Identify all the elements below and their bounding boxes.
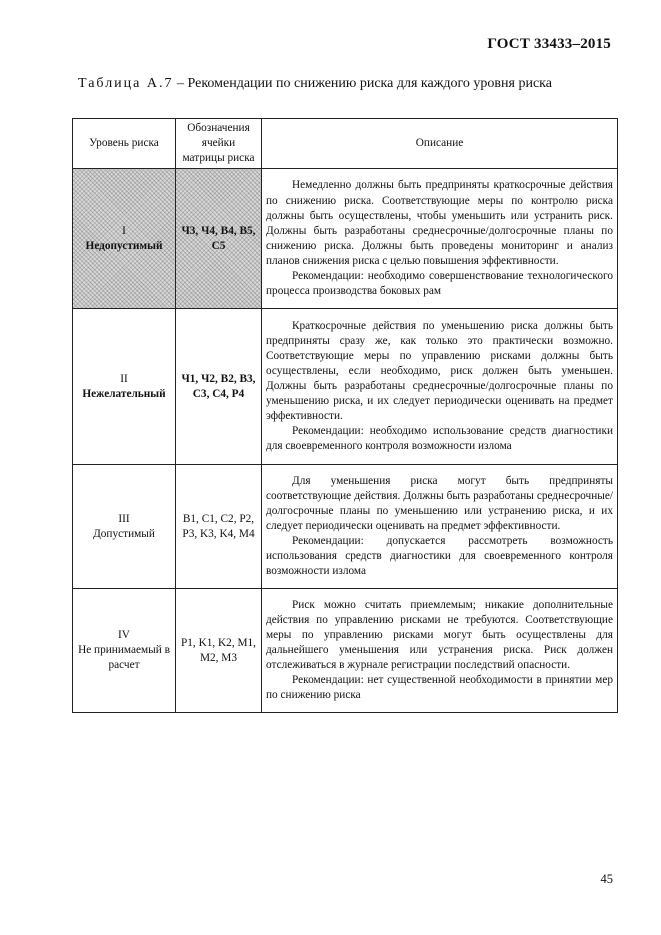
description-text: Немедленно должны быть предприняты краткосрочные действия по снижению риска. Соответствующие меры по контролю риска должны быть осуществлены, чтобы уменьшить или устранить риск. Должны быть разработаны среднесрочные/долгосрочные планы по снижению риска. Должны быть проведены мониторинг и анализ планов снижения риска с целью повышения эффективности.	[266, 179, 613, 267]
risk-level-numeral: IV	[118, 629, 130, 642]
matrix-cells: B1, C1, C2, P2, P3, K3, K4, M4	[176, 465, 262, 589]
header-matrix-cells: Обозначения ячейки матрицы риска	[176, 119, 262, 169]
risk-level-name: Не принимаемый в расчет	[78, 644, 170, 672]
risk-level-numeral: II	[120, 372, 128, 385]
recommendation-text: Рекомендации: необходимо использование средств диагностики для своевременного контроля возможности излома	[266, 425, 613, 453]
risk-level-numeral: III	[118, 512, 130, 525]
risk-level-name: Допустимый	[93, 527, 155, 540]
recommendation-text: Рекомендации: допускается рассмотреть возможность использования средств диагностики для своевременного контроля возможности излома	[266, 535, 613, 578]
document-code: ГОСТ 33433–2015	[487, 36, 611, 52]
risk-level-name: Нежелательный	[82, 387, 166, 400]
table-caption-label: Таблица А.7	[78, 76, 174, 91]
recommendation-text: Рекомендации: нет существенной необходимости в принятии мер по снижению риска	[266, 674, 613, 702]
description-text: Для уменьшения риска могут быть предприняты соответствующие действия. Должны быть разработаны среднесрочные/долгосрочные планы по уменьшению или устранению риска, и их следует периодически оценивать на предмет эффективности.	[266, 474, 613, 533]
table-row	[73, 169, 618, 309]
description-cell	[262, 465, 618, 589]
table-row	[73, 589, 618, 713]
risk-level-numeral: I	[122, 224, 126, 237]
risk-level-cell	[73, 465, 176, 589]
header-risk-level: Уровень риска	[73, 119, 176, 169]
risk-level-cell	[73, 589, 176, 713]
table-header-row	[73, 119, 618, 169]
description-cell	[262, 589, 618, 713]
recommendation-text: Рекомендации: необходимо совершенствование технологического процесса производства боковых рам	[266, 269, 613, 297]
risk-recommendations-table	[72, 118, 618, 713]
risk-level-name: Недопустимый	[85, 239, 163, 252]
table-row	[73, 465, 618, 589]
risk-level-cell	[73, 309, 176, 465]
description-cell	[262, 169, 618, 309]
description-text: Краткосрочные действия по уменьшению риска должны быть предприняты сразу же, как только это практически возможно. Соответствующие меры по управлению рисками должны быть осуществлены, если необходимо, риск должен быть уменьшен. Должны быть разработаны среднесрочные/долгосрочные планы по уменьшению риска, и их следует периодически оценивать на предмет эффективности.	[266, 319, 613, 423]
description-text: Риск можно считать приемлемым; никакие дополнительные действия по управлению рисками не требуются. Соответствующие меры по управлению рисками могут быть осуществлены для дальнейшего уменьшения или устранения риска. Риск должен отслеживаться в журнале регистрации последствий опасности.	[266, 598, 613, 672]
table-caption	[78, 76, 618, 92]
matrix-cells: Ч1, Ч2, B2, B3, C3, C4, P4	[176, 309, 262, 465]
header-description: Описание	[262, 119, 618, 169]
matrix-cells: Ч3, Ч4, B4, B5, C5	[176, 169, 262, 309]
page-number: 45	[600, 872, 613, 886]
matrix-cells: P1, K1, K2, M1, M2, M3	[176, 589, 262, 713]
table-caption-text: – Рекомендации по снижению риска для каждого уровня риска	[173, 76, 552, 91]
description-cell	[262, 309, 618, 465]
table-row	[73, 309, 618, 465]
risk-level-cell	[73, 169, 176, 309]
